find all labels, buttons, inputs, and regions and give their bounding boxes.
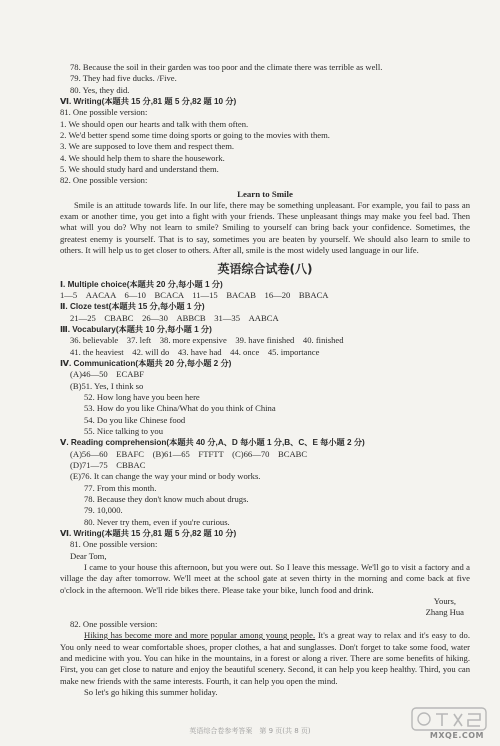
- essay-ending: So let's go hiking this summer holiday.: [84, 686, 218, 697]
- writing-section-head: Ⅵ. Writing(本题共 15 分,81 题 5 分,82 题 10 分): [60, 97, 237, 107]
- part1-head: Ⅰ. Multiple choice(本题共 20 分,每小题 1 分): [60, 279, 223, 289]
- answer-line: 78. Because the soil in their garden was too poor and the climate there was terrible as well.: [70, 62, 383, 72]
- essay-paragraph: Smile is an attitude towards life. In our life, there may be something unpleasant. For example, you fail to pass an exam or another time, you get into a fight with your friends. These unpleasant things may make you feel bad. Then what will you do? Why not learn to smile? Smiling to yourself can bring back your confidence. Sometimes, the greatest enemy is yourself. That is to say, sometimes you are beaten by yourself. We should also learn to smile to others. It will help us to get closer to others. After all, smile is the most widely used language in our life.: [60, 199, 470, 256]
- writing-item: 1. We should open our hearts and talk with them often.: [60, 118, 249, 129]
- writing-item: 3. We are supposed to love them and respect them.: [60, 141, 235, 152]
- part5-head: Ⅴ. Reading comprehension(本题共 40 分,A、D 每小题 1 分,B、C、E 每小题 2 分): [60, 438, 365, 448]
- writing2-intro: 81. One possible version:: [70, 539, 158, 550]
- writing-item: 4. We should help them to share the housework.: [60, 152, 225, 163]
- writing-intro-2: 82. One possible version:: [60, 175, 148, 186]
- part5-d: (D)71—75 CBBAC: [70, 460, 146, 470]
- writing-item: 2. We'd better spend some time doing sports or going to the movies with them.: [60, 130, 330, 141]
- part4-head: Ⅳ. Communication(本题共 20 分,每小题 2 分): [60, 358, 232, 368]
- part3-answers-2: 41. the heaviest 42. will do 43. have had 44. once 45. importance: [70, 346, 320, 357]
- answer-line: 79. They had five ducks. /Five.: [70, 73, 177, 84]
- watermark-text: MXQE.COM: [429, 731, 484, 740]
- part4-a: (A)46—50 ECABF: [70, 369, 145, 380]
- answer-line: 80. Yes, they did.: [70, 84, 130, 95]
- part4-item: 52. How long have you been here: [84, 391, 200, 402]
- exam-section-title: 英语综合试卷(八): [217, 261, 313, 276]
- part4-item: 55. Nice talking to you: [84, 425, 164, 436]
- part4-item: 54. Do you like Chinese food: [84, 414, 186, 425]
- part5-abc: (A)56—60 EBAFC (B)61—65 FTFTT (C)66—70 BCABC: [70, 448, 308, 459]
- writing-item: 5. We should study hard and understand them.: [60, 164, 219, 175]
- part4-item: 53. How do you like China/What do you think of China: [84, 403, 276, 414]
- hiking-essay: [60, 630, 470, 687]
- part5-item: 79. 10,000.: [84, 505, 123, 516]
- writing-intro: 81. One possible version:: [60, 107, 148, 118]
- letter-closing: Yours,: [433, 596, 456, 607]
- part5-item: 78. Because they don't know much about drugs.: [84, 494, 249, 505]
- part2-answers: 21—25 CBABC 26—30 ABBCB 31—35 AABCA: [70, 312, 279, 323]
- part5-item: 77. From this month.: [84, 482, 157, 493]
- essay-title: Learn to Smile: [237, 188, 293, 199]
- page-footer: 英语综合卷参考答案 第 9 页(共 8 页): [189, 727, 311, 735]
- essay-rest: It's a great way to relax and it's easy to do. You only need to wear comfortable shoes, proper clothes, a hat and sunglasses. Don't forget to take some food, water and medicine with you. You can hike in the mountains, in a forest or along a river. There are some benefits of hiking. First, you can get close to nature and enjoy the beautiful scenery. Second, it can help you keep healthy. Third, you can make new friends with the same interests. Fourth, it can help you open the mind.: [60, 630, 470, 686]
- part5-e: (E)76. It can change the way your mind or body works.: [70, 471, 261, 482]
- part4-b: (B)51. Yes, I think so: [70, 380, 144, 391]
- essay-underlined-sentence: Hiking has become more and more popular among young people.: [84, 630, 316, 641]
- part2-head: Ⅱ. Cloze test(本题共 15 分,每小题 1 分): [60, 302, 205, 312]
- letter-body: I came to your house this afternoon, but you were out. So I leave this message. We'll go to visit a factory and a village the day after tomorrow. We'll meet at the school gate at seven thirty in the morning and come back at five o'clock in the afternoon. We'll ride bikes there. Please take your bike, lunch food and drink.: [60, 562, 470, 595]
- writing2-intro-2: 82. One possible version:: [70, 618, 158, 629]
- letter-salutation: Dear Tom,: [70, 550, 107, 561]
- letter-signature: Zhang Hua: [425, 607, 464, 618]
- writing2-head: Ⅵ. Writing(本题共 15 分,81 题 5 分,82 题 10 分): [60, 529, 237, 539]
- part3-answers-1: 36. believable 37. left 38. more expensive 39. have finished 40. finished: [70, 335, 344, 346]
- part3-head: Ⅲ. Vocabulary(本题共 10 分,每小题 1 分): [60, 324, 212, 334]
- part1-answers: 1—5 AACAA 6—10 BCACA 11—15 BACAB 16—20 BBACA: [60, 289, 329, 300]
- part5-item: 80. Never try them, even if you're curious.: [84, 516, 230, 527]
